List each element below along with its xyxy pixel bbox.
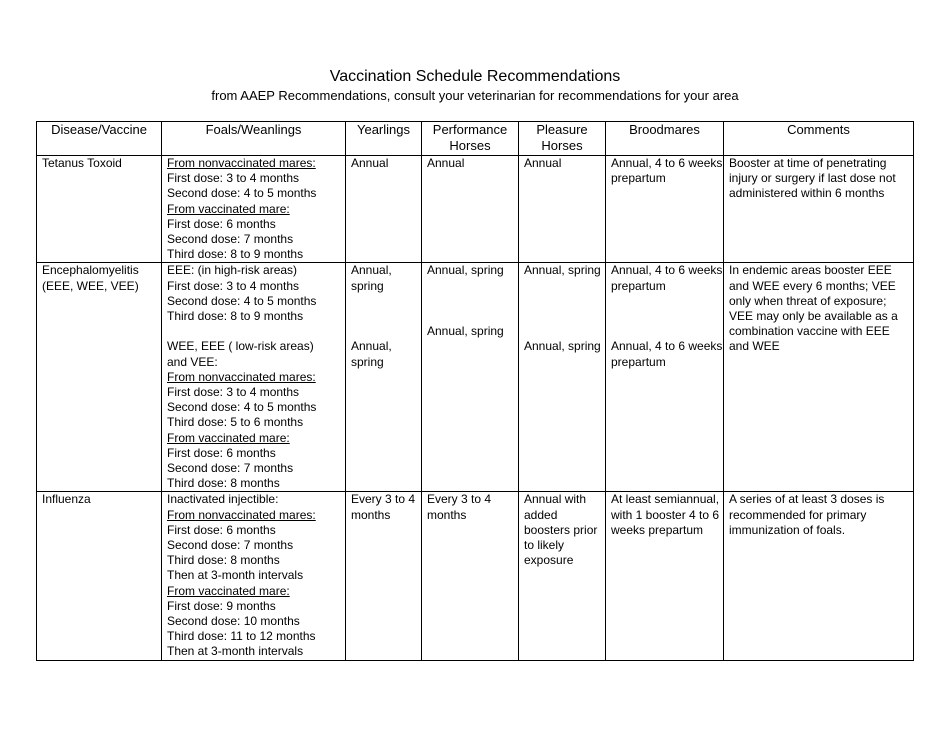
page-title: Vaccination Schedule Recommendations bbox=[329, 68, 621, 85]
table-row-influenza bbox=[37, 492, 914, 660]
cell-broodmares: At least semiannual, with 1 booster 4 to 6 weeks prepartum bbox=[606, 492, 724, 660]
header-foals: Foals/Weanlings bbox=[162, 122, 346, 156]
cell-disease: Encephalomyelitis (EEE, WEE, VEE) bbox=[37, 263, 162, 492]
table-row-encephalomyelitis bbox=[37, 263, 914, 492]
cell-yearlings: Annual, spring Annual, spring bbox=[346, 263, 422, 492]
cell-comments: In endemic areas booster EEE and WEE every 6 months; VEE only when threat of exposure; VEE may only be available as a combination vaccine with EEE and WEE bbox=[724, 263, 914, 492]
cell-broodmares: Annual, 4 to 6 weeks prepartum bbox=[606, 156, 724, 263]
cell-comments: A series of at least 3 doses is recommended for primary immunization of foals. bbox=[724, 492, 914, 660]
vaccination-table bbox=[36, 121, 914, 661]
cell-foals: Inactivated injectible: From nonvaccinated mares: First dose: 6 months Second dose: 7 months Third dose: 8 months Then at 3-month intervals From vaccinated mare: First dose: 9 months Second dose: 10 months Third dose: 11 to 12 months Then at 3-month intervals bbox=[162, 492, 346, 660]
header-row bbox=[37, 122, 914, 156]
cell-pleasure: Annual with added boosters prior to likely exposure bbox=[519, 492, 606, 660]
cell-performance: Every 3 to 4 months bbox=[422, 492, 519, 660]
cell-foals: From nonvaccinated mares: First dose: 3 to 4 months Second dose: 4 to 5 months From vaccinated mare: First dose: 6 months Second dose: 7 months Third dose: 8 to 9 months bbox=[162, 156, 346, 263]
cell-yearlings: Annual bbox=[346, 156, 422, 263]
cell-performance: Annual, spring Annual, spring bbox=[422, 263, 519, 492]
cell-disease: Influenza bbox=[37, 492, 162, 660]
header-broodmares: Broodmares bbox=[606, 122, 724, 156]
cell-pleasure: Annual, spring Annual, spring bbox=[519, 263, 606, 492]
cell-disease: Tetanus Toxoid bbox=[37, 156, 162, 263]
cell-broodmares: Annual, 4 to 6 weeks prepartum Annual, 4 to 6 weeks prepartum bbox=[606, 263, 724, 492]
header-yearlings: Yearlings bbox=[346, 122, 422, 156]
cell-pleasure: Annual bbox=[519, 156, 606, 263]
page-subtitle: from AAEP Recommendations, consult your veterinarian for recommendations for your area bbox=[211, 88, 739, 103]
cell-performance: Annual bbox=[422, 156, 519, 263]
header-comments: Comments bbox=[724, 122, 914, 156]
cell-yearlings: Every 3 to 4 months bbox=[346, 492, 422, 660]
header-disease: Disease/Vaccine bbox=[37, 122, 162, 156]
cell-foals: EEE: (in high-risk areas) First dose: 3 to 4 months Second dose: 4 to 5 months Third dose: 8 to 9 months WEE, EEE ( low-risk areas) and VEE: From nonvaccinated mares: First dose: 3 to 4 months Second dose: 4 to 5 months Third dose: 5 to 6 months From vaccinated mare: First dose: 6 months Second dose: 7 months Third dose: 8 months bbox=[162, 263, 346, 492]
header-performance: Performance Horses bbox=[422, 122, 519, 156]
cell-comments: Booster at time of penetrating injury or surgery if last dose not administered within 6 months bbox=[724, 156, 914, 263]
header-pleasure: Pleasure Horses bbox=[519, 122, 606, 156]
table-row-tetanus bbox=[37, 156, 914, 263]
